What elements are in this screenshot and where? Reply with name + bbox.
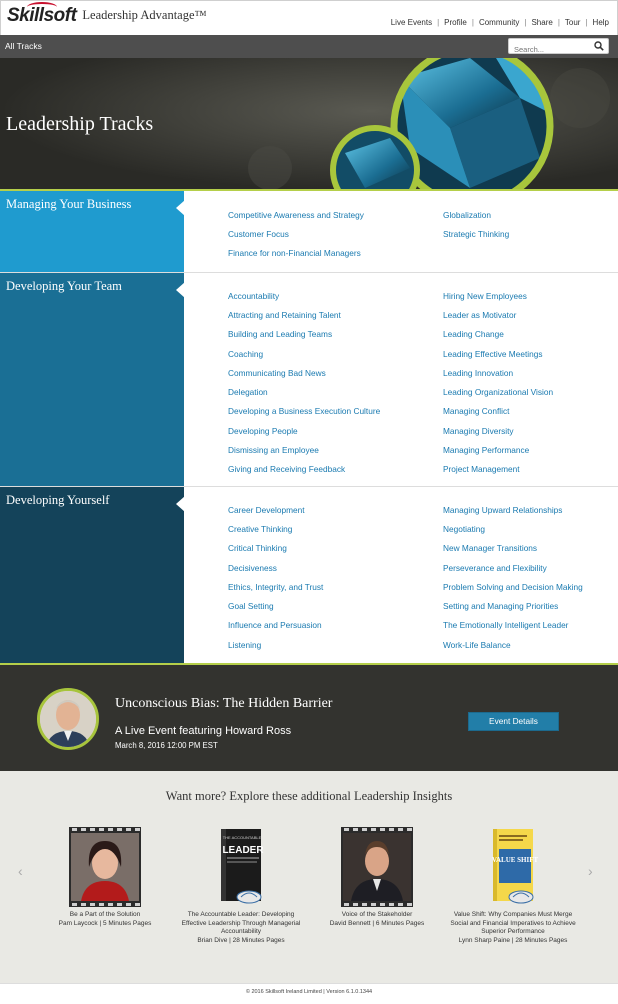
topic-link[interactable]: Negotiating <box>443 524 485 534</box>
track-title: Developing Yourself <box>6 493 110 507</box>
insight-meta: Brian Dive | 28 Minutes Pages <box>197 936 285 944</box>
topic-link[interactable]: Leading Innovation <box>443 368 514 378</box>
track-developing-your-team <box>0 273 618 487</box>
topic-link[interactable]: Communicating Bad News <box>228 368 326 378</box>
skillsoft-logo[interactable] <box>7 5 207 27</box>
topic-link[interactable]: Building and Leading Teams <box>228 329 333 339</box>
sub-nav-bar <box>0 35 618 58</box>
book-cover-icon <box>205 827 277 907</box>
insight-card[interactable] <box>448 827 578 945</box>
track-label[interactable] <box>0 273 184 486</box>
all-tracks-link[interactable]: All Tracks <box>5 41 42 51</box>
event-details-button[interactable]: Event Details <box>468 712 559 731</box>
book-thumbnail[interactable] <box>205 827 277 907</box>
nav-tour[interactable]: Tour <box>564 18 581 27</box>
topic-link[interactable]: Developing People <box>228 426 298 436</box>
topic-link[interactable]: Dismissing an Employee <box>228 445 319 455</box>
insight-caption[interactable]: Voice of the Stakeholder <box>341 911 413 918</box>
top-header <box>0 0 618 35</box>
topic-link[interactable]: Leading Organizational Vision <box>443 387 554 397</box>
search-input[interactable] <box>509 43 589 57</box>
track-developing-yourself <box>0 487 618 663</box>
track-title: Developing Your Team <box>6 279 122 293</box>
topic-link[interactable]: Ethics, Integrity, and Trust <box>228 582 324 592</box>
event-subtitle: A Live Event featuring Howard Ross <box>115 725 292 737</box>
topic-link[interactable]: Coaching <box>228 349 264 359</box>
topic-link[interactable]: Globalization <box>443 210 491 220</box>
nav-profile[interactable]: Profile <box>444 18 467 27</box>
topic-link[interactable]: Setting and Managing Priorities <box>443 601 559 611</box>
topic-link[interactable]: Influence and Persuasion <box>228 620 322 630</box>
carousel-prev-icon[interactable]: ‹ <box>18 863 23 879</box>
topic-link[interactable]: The Emotionally Intelligent Leader <box>443 620 569 630</box>
topic-link[interactable]: Developing a Business Execution Culture <box>228 406 381 416</box>
nav-live-events[interactable]: Live Events <box>390 18 433 27</box>
logo-title: Leadership Advantage™ <box>82 8 207 22</box>
topic-link[interactable]: New Manager Transitions <box>443 543 538 553</box>
topic-link[interactable]: Hiring New Employees <box>443 291 527 301</box>
topic-link[interactable]: Leading Effective Meetings <box>443 349 543 359</box>
book-cover-word: VALUE SHIFT <box>491 856 539 864</box>
logo-mark: Skillsoft <box>7 5 76 27</box>
nav-share[interactable]: Share <box>531 18 553 27</box>
insights-title: Want more? Explore these additional Leadership Insights <box>165 789 453 803</box>
topic-link[interactable]: Strategic Thinking <box>443 229 510 239</box>
logo-swoosh-icon <box>27 2 57 12</box>
speaker-avatar <box>37 688 99 750</box>
video-thumbnail[interactable] <box>69 827 141 907</box>
top-nav: Live Events | Profile | Community | Share | Tour | Help <box>390 18 609 27</box>
notch-icon <box>176 282 185 298</box>
topic-link[interactable]: Career Development <box>228 505 305 515</box>
topic-link[interactable]: Leading Change <box>443 329 504 339</box>
book-cover-top: THE ACCOUNTABLE <box>222 835 262 840</box>
topic-link[interactable]: Managing Performance <box>443 445 530 455</box>
topic-link[interactable]: Customer Focus <box>228 229 289 239</box>
nav-community[interactable]: Community <box>478 18 520 27</box>
topic-link[interactable]: Goal Setting <box>228 601 274 611</box>
video-thumbnail-icon <box>341 827 413 907</box>
topic-link[interactable]: Competitive Awareness and Strategy <box>228 210 364 220</box>
track-managing-your-business <box>0 191 618 273</box>
insights-section <box>0 771 618 983</box>
topic-link[interactable]: Work-Life Balance <box>443 640 511 650</box>
topic-link[interactable]: Critical Thinking <box>228 543 287 553</box>
topic-link[interactable]: Giving and Receiving Feedback <box>228 464 346 474</box>
topic-link[interactable]: Listening <box>228 640 262 650</box>
live-event-banner <box>0 663 618 771</box>
topic-link[interactable]: Managing Diversity <box>443 426 514 436</box>
speaker-photo-icon <box>40 691 96 747</box>
topic-link[interactable]: Delegation <box>228 387 268 397</box>
topic-link[interactable]: Perseverance and Flexibility <box>443 563 547 573</box>
event-date: March 8, 2016 12:00 PM EST <box>115 741 218 750</box>
topic-link[interactable]: Finance for non-Financial Managers <box>228 248 361 258</box>
insight-caption[interactable]: Value Shift: Why Companies Must Merge Social and Financial Imperatives to Achieve Superior Performance <box>450 911 576 935</box>
footer: © 2016 Skillsoft Ireland Limited | Version 6.1.0.1344 <box>0 983 618 1004</box>
book-cover-icon <box>477 827 549 907</box>
topic-link[interactable]: Leader as Motivator <box>443 310 517 320</box>
insight-card[interactable] <box>312 827 442 928</box>
topic-link[interactable]: Managing Upward Relationships <box>443 505 563 515</box>
carousel-next-icon[interactable]: › <box>588 863 593 879</box>
topic-link[interactable]: Managing Conflict <box>443 406 510 416</box>
notch-icon <box>176 200 185 216</box>
insight-meta: David Bennett | 6 Minutes Pages <box>329 919 425 927</box>
page-title: Leadership Tracks <box>6 113 154 135</box>
insight-meta: Pam Laycock | 5 Minutes Pages <box>58 919 152 927</box>
insight-card[interactable] <box>40 827 170 928</box>
video-thumbnail[interactable] <box>341 827 413 907</box>
search-box <box>508 38 609 54</box>
book-cover-word: LEADER <box>222 845 264 856</box>
insight-caption[interactable]: Be a Part of the Solution <box>69 911 141 918</box>
topic-link[interactable]: Decisiveness <box>228 563 277 573</box>
insight-card[interactable] <box>176 827 306 945</box>
event-title[interactable]: Unconscious Bias: The Hidden Barrier <box>115 696 333 711</box>
track-title: Managing Your Business <box>6 197 132 211</box>
hero-banner <box>0 58 618 191</box>
topic-link[interactable]: Accountability <box>228 291 280 301</box>
topic-link[interactable]: Creative Thinking <box>228 524 293 534</box>
topic-link[interactable]: Attracting and Retaining Talent <box>228 310 341 320</box>
track-label[interactable] <box>0 191 184 272</box>
video-thumbnail-icon <box>69 827 141 907</box>
topic-link[interactable]: Project Management <box>443 464 520 474</box>
nav-help[interactable]: Help <box>592 18 609 27</box>
insight-meta: Lynn Sharp Paine | 28 Minutes Pages <box>458 936 568 944</box>
topic-link[interactable]: Problem Solving and Decision Making <box>443 582 583 592</box>
insight-caption[interactable]: The Accountable Leader: Developing Effective Leadership Through Managerial Accountability <box>181 911 301 935</box>
search-icon[interactable] <box>594 41 604 51</box>
book-thumbnail[interactable] <box>477 827 549 907</box>
notch-icon <box>176 496 185 512</box>
track-label[interactable] <box>0 487 184 663</box>
